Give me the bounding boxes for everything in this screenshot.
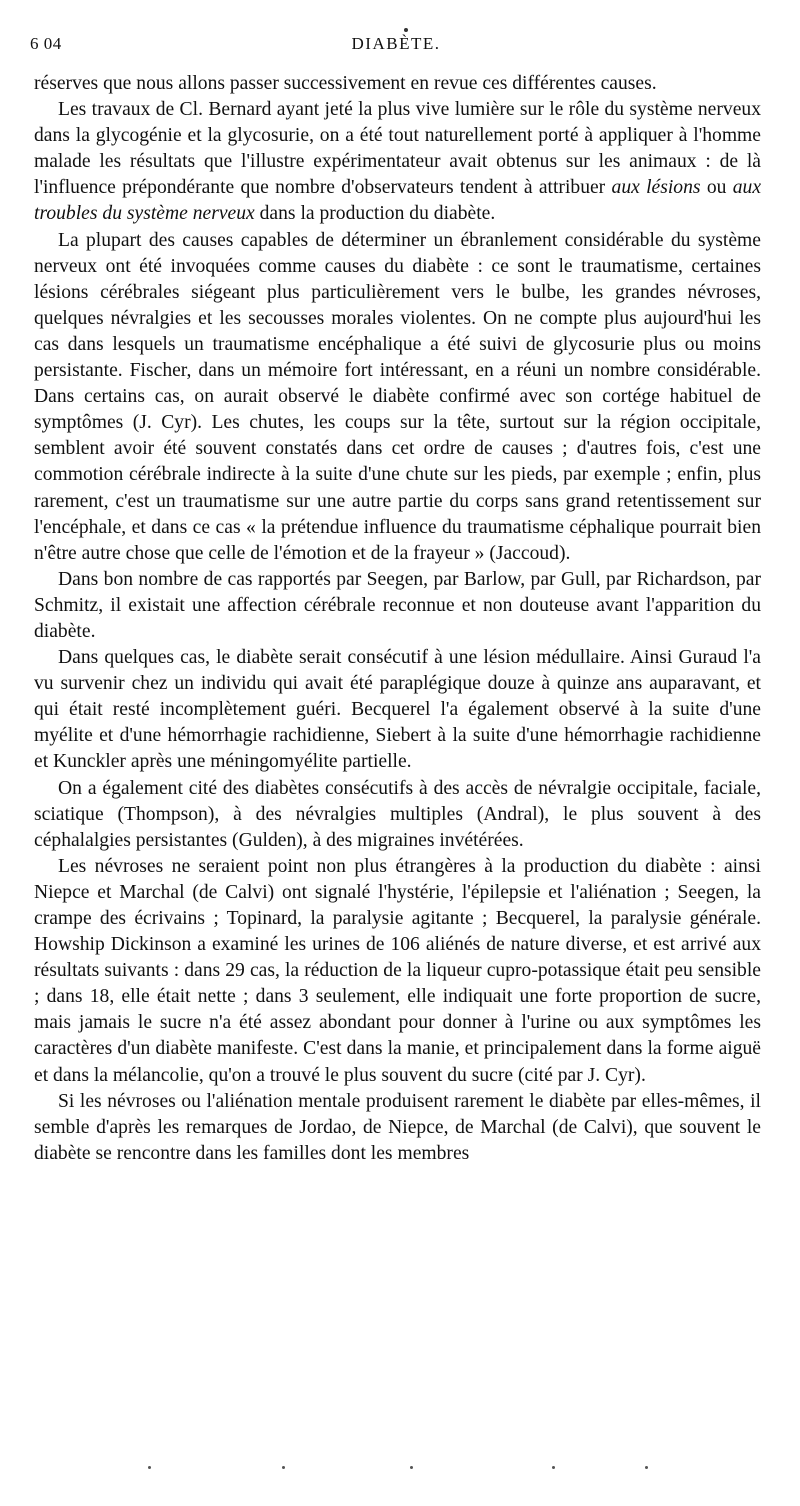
paragraph-text: réserves que nous allons passer successivement en revue ces différentes causes.	[34, 73, 657, 94]
page-number: 6 04	[30, 34, 62, 53]
running-title: DIABÈTE.	[351, 34, 441, 53]
paragraph-text: Les névroses ne seraient point non plus étrangères à la production du diabète : ainsi Niepce et Marchal (de Calvi) ont signalé l'hystérie, l'épilepsie et l'aliénation ; Seegen, la crampe des écrivains ; Topinard, la paralysie agitante ; Becquerel, la paralysie générale. Howship Dickinson a examiné les urines de 106 aliénés de nature diverse, et est arrivé aux résultats suivants : dans 29 cas, la réduction de la liqueur cupro-potassique était peu sensible ; dans 18, elle était nette ; dans 3 seulement, elle indiquait une forte proportion de sucre, mais jamais le sucre n'a été assez abondant pour donner à l'urine ou aux symptômes les caractères d'un diabète manifeste. C'est dans la manie, et principalement dans la forme aiguë et dans la mélancolie, qu'on a trouvé le plus souvent du sucre (cité par J. Cyr).	[34, 855, 761, 1086]
paragraph-text: Si les névroses ou l'aliénation mentale produisent rarement le diabète par elles-mêmes, il semble d'après les remarques de Jordao, de Niepce, de Marchal (de Calvi), que souvent le diabète se rencontre dans les familles dont les membres	[34, 1090, 761, 1164]
paragraph-bernard	[34, 97, 761, 227]
paragraph-medullaire	[34, 645, 761, 775]
paragraph-text: La plupart des causes capables de déterminer un ébranlement considérable du système nerveux ont été invoquées comme causes du diabète : ce sont le traumatisme, certaines lésions cérébrales siégeant plus particulièrement vers le bulbe, les grandes névroses, quelques névralgies et les secousses morales violentes. On ne compte plus aujourd'hui les cas dans lesquels un traumatisme encéphalique a été suivi de glycosurie plus ou moins persistante. Fischer, dans un mémoire fort intéressant, en a réuni un nombre considérable. Dans certains cas, on aurait observé le diabète confirmé avec son cortége habituel de symptômes (J. Cyr). Les chutes, les coups sur la tête, surtout sur la région occipitale, semblent avoir été souvent constatés dans cet ordre de causes ; d'autres fois, c'est une commotion cérébrale indirecte à la suite d'une chute sur les pieds, par exemple ; enfin, plus rarement, c'est un traumatisme sur une autre partie du corps sans grand retentissement sur l'encéphale, et dans ce cas « la prétendue influence du traumatisme céphalique pourrait bien n'être autre chose que celle de l'émotion et de la frayeur » (Jaccoud).	[34, 229, 761, 564]
paragraph-text: dans la production du diabète.	[254, 203, 496, 225]
paragraph-traumatisme	[34, 228, 761, 567]
paragraph-text: Les travaux de Cl. Bernard ayant jeté la plus vive lumière sur le rôle du système nerveux dans la glycogénie et la glycosurie, on a été tout naturellement porté à appliquer à l'homme malade les résultats que l'illustre expérimentateur avait obtenus sur les animaux : de là l'influence prépondérante que nombre d'observateurs tendent à attribuer	[34, 99, 761, 199]
paragraph-alienation	[34, 1089, 761, 1167]
paragraph-nevralgies	[34, 776, 761, 854]
italic-phrase: aux lésions	[611, 177, 701, 199]
print-speck	[148, 1466, 151, 1469]
paragraph-text: Dans quelques cas, le diabète serait consécutif à une lésion médullaire. Ainsi Guraud l'a vu survenir chez un individu qui avait été paraplégique douze à quinze ans auparavant, et qui était resté incomplètement guéri. Becquerel l'a également observé à la suite d'une myélite et d'une hémorrhagie rachidienne, Siebert à la suite d'une hémorrhagie rachidienne et Kunckler après une méningomyélite partielle.	[34, 647, 761, 773]
paragraph-continuation	[34, 71, 761, 97]
paragraph-text: ou	[700, 177, 733, 199]
print-speck	[404, 28, 408, 32]
print-speck	[645, 1466, 648, 1469]
print-speck	[552, 1466, 555, 1469]
print-speck	[410, 1466, 413, 1469]
paragraph-nevroses	[34, 854, 761, 1089]
footer-specks	[140, 1466, 660, 1470]
italic-phrase: aux troubles du système nerveux	[34, 177, 762, 225]
paragraph-text: Dans bon nombre de cas rapportés par Seegen, par Barlow, par Gull, par Richardson, par Schmitz, il existait une affection cérébrale reconnue et non douteuse avant l'apparition du diabète.	[34, 568, 761, 642]
paragraph-text: On a également cité des diabètes consécutifs à des accès de névralgie occipitale, faciale, sciatique (Thompson), à des névralgies multiples (Andral), le plus souvent à des céphalalgies persistantes (Gulden), à des migraines invétérées.	[34, 777, 761, 851]
print-speck	[282, 1466, 285, 1469]
paragraph-seegen	[34, 567, 761, 645]
body-text	[34, 71, 761, 1167]
page-header	[30, 34, 762, 58]
